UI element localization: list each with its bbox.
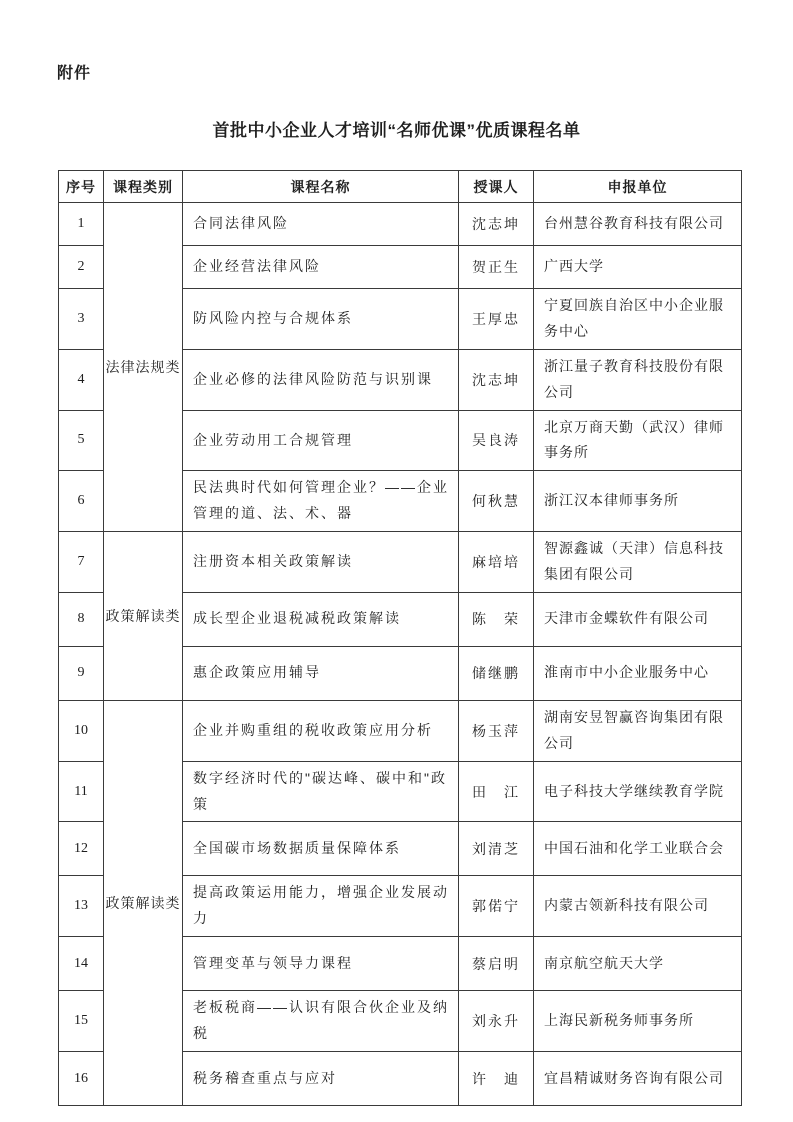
course-name-cell: 全国碳市场数据质量保障体系 xyxy=(183,822,459,876)
row-number-cell: 9 xyxy=(59,646,104,700)
org-cell: 广西大学 xyxy=(534,246,742,289)
org-cell: 南京航空航天大学 xyxy=(534,937,742,991)
row-number-cell: 2 xyxy=(59,246,104,289)
instructor-cell: 麻培培 xyxy=(459,532,534,593)
table-row xyxy=(59,203,742,246)
org-cell: 宜昌精诚财务咨询有限公司 xyxy=(534,1052,742,1106)
instructor-cell: 贺正生 xyxy=(459,246,534,289)
instructor-cell: 吴良涛 xyxy=(459,410,534,471)
org-cell: 智源鑫诚（天津）信息科技集团有限公司 xyxy=(534,532,742,593)
row-number-cell: 12 xyxy=(59,822,104,876)
course-table xyxy=(58,170,742,1106)
course-name-cell: 企业必修的法律风险防范与识别课 xyxy=(183,349,459,410)
course-name-cell: 数字经济时代的"碳达峰、碳中和"政策 xyxy=(183,761,459,822)
col-header-no: 序号 xyxy=(59,171,104,203)
table-row xyxy=(59,700,742,761)
category-cell: 政策解读类 xyxy=(104,532,183,701)
course-name-cell: 管理变革与领导力课程 xyxy=(183,937,459,991)
col-header-org: 申报单位 xyxy=(534,171,742,203)
course-name-cell: 税务稽查重点与应对 xyxy=(183,1052,459,1106)
row-number-cell: 7 xyxy=(59,532,104,593)
instructor-cell: 陈 荣 xyxy=(459,592,534,646)
org-cell: 电子科技大学继续教育学院 xyxy=(534,761,742,822)
course-name-cell: 企业并购重组的税收政策应用分析 xyxy=(183,700,459,761)
instructor-cell: 王厚忠 xyxy=(459,289,534,350)
org-cell: 浙江汉本律师事务所 xyxy=(534,471,742,532)
table-body xyxy=(59,203,742,1106)
instructor-cell: 储继鹏 xyxy=(459,646,534,700)
instructor-cell: 沈志坤 xyxy=(459,203,534,246)
instructor-cell: 郭偌宁 xyxy=(459,876,534,937)
col-header-category: 课程类别 xyxy=(104,171,183,203)
row-number-cell: 4 xyxy=(59,349,104,410)
category-cell: 政策解读类 xyxy=(104,700,183,1105)
page-title: 首批中小企业人才培训“名师优课”优质课程名单 xyxy=(212,121,581,140)
instructor-cell: 刘清芝 xyxy=(459,822,534,876)
org-cell: 天津市金蝶软件有限公司 xyxy=(534,592,742,646)
org-cell: 淮南市中小企业服务中心 xyxy=(534,646,742,700)
col-header-instructor: 授课人 xyxy=(459,171,534,203)
instructor-cell: 杨玉萍 xyxy=(459,700,534,761)
course-name-cell: 防风险内控与合规体系 xyxy=(183,289,459,350)
org-cell: 湖南安昱智赢咨询集团有限公司 xyxy=(534,700,742,761)
org-cell: 中国石油和化学工业联合会 xyxy=(534,822,742,876)
row-number-cell: 6 xyxy=(59,471,104,532)
row-number-cell: 5 xyxy=(59,410,104,471)
col-header-course: 课程名称 xyxy=(183,171,459,203)
row-number-cell: 11 xyxy=(59,761,104,822)
instructor-cell: 蔡启明 xyxy=(459,937,534,991)
instructor-cell: 沈志坤 xyxy=(459,349,534,410)
course-name-cell: 企业经营法律风险 xyxy=(183,246,459,289)
org-cell: 内蒙古领新科技有限公司 xyxy=(534,876,742,937)
course-name-cell: 合同法律风险 xyxy=(183,203,459,246)
row-number-cell: 13 xyxy=(59,876,104,937)
table-row xyxy=(59,532,742,593)
header-row xyxy=(59,171,742,203)
instructor-cell: 刘永升 xyxy=(459,991,534,1052)
category-cell: 法律法规类 xyxy=(104,203,183,532)
org-cell: 浙江量子教育科技股份有限公司 xyxy=(534,349,742,410)
org-cell: 上海民新税务师事务所 xyxy=(534,991,742,1052)
row-number-cell: 10 xyxy=(59,700,104,761)
instructor-cell: 许 迪 xyxy=(459,1052,534,1106)
row-number-cell: 14 xyxy=(59,937,104,991)
course-name-cell: 企业劳动用工合规管理 xyxy=(183,410,459,471)
org-cell: 北京万商天勤（武汉）律师事务所 xyxy=(534,410,742,471)
row-number-cell: 8 xyxy=(59,592,104,646)
course-name-cell: 成长型企业退税减税政策解读 xyxy=(183,592,459,646)
org-cell: 台州慧谷教育科技有限公司 xyxy=(534,203,742,246)
row-number-cell: 3 xyxy=(59,289,104,350)
course-name-cell: 提高政策运用能力，增强企业发展动力 xyxy=(183,876,459,937)
course-name-cell: 注册资本相关政策解读 xyxy=(183,532,459,593)
course-name-cell: 民法典时代如何管理企业？——企业管理的道、法、术、器 xyxy=(183,471,459,532)
attachment-label: 附件 xyxy=(57,65,92,82)
instructor-cell: 何秋慧 xyxy=(459,471,534,532)
course-name-cell: 惠企政策应用辅导 xyxy=(183,646,459,700)
row-number-cell: 15 xyxy=(59,991,104,1052)
course-name-cell: 老板税商——认识有限合伙企业及纳税 xyxy=(183,991,459,1052)
row-number-cell: 1 xyxy=(59,203,104,246)
instructor-cell: 田 江 xyxy=(459,761,534,822)
org-cell: 宁夏回族自治区中小企业服务中心 xyxy=(534,289,742,350)
row-number-cell: 16 xyxy=(59,1052,104,1106)
